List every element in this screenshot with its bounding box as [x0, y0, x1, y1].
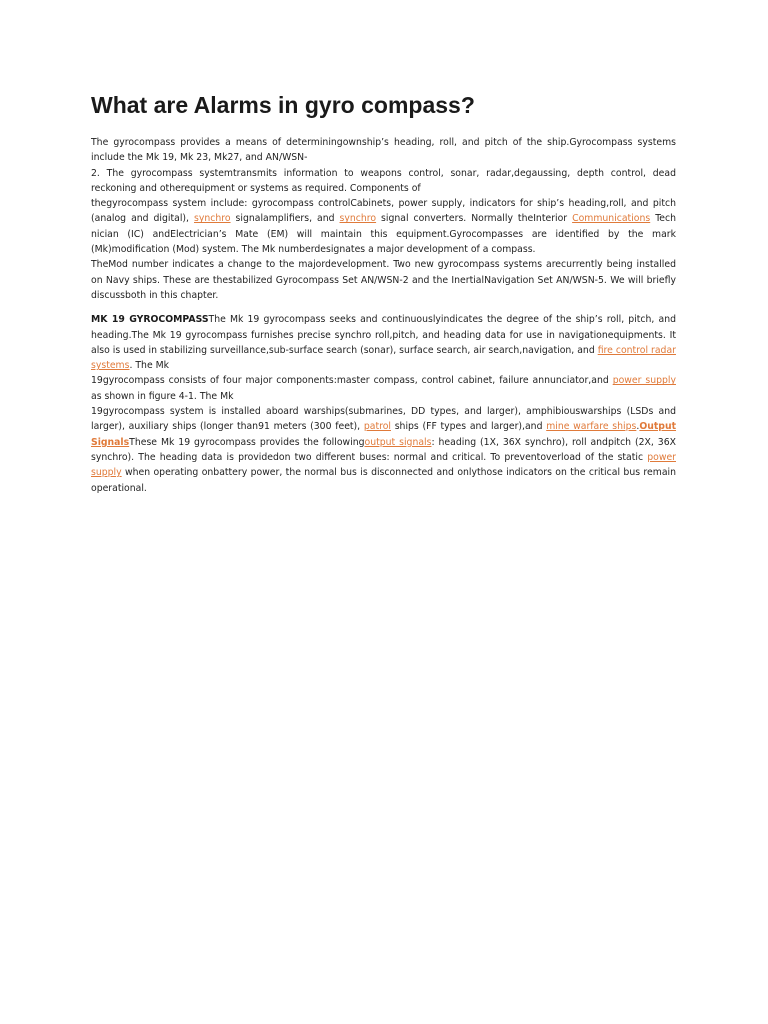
paragraph-intro — [91, 135, 676, 166]
text-segment: 19gyrocompass consists of four major components:master compass, control cabinet, failure annunciator,and — [91, 375, 613, 387]
output-signals-heading-link[interactable]: Output Signals — [91, 421, 677, 448]
text-segment: The gyrocompass provides a means of determiningownship’s heading, roll, and pitch of the ship.Gyrocompass systems include the Mk 19, Mk 23, Mk27, and AN/WSN- — [91, 137, 676, 164]
document-body — [91, 135, 676, 496]
text-segment: TheMod number indicates a change to the majordevelopment. Two new gyrocompass systems arecurrently being installed on Navy ships. These are thestabilized Gyrocompass Set AN/WSN-2 and the InertialNavigation Set AN/WSN-5. We will briefly discussboth in this chapter. — [91, 259, 676, 301]
text-segment: Tech nician (IC) andElectrician’s Mate (EM) will maintain this equipment.Gyrocompasses are identified by the mark (Mk)modification (Mod) system. The Mk numberdesignates a major development of a compass. — [91, 213, 677, 256]
text-segment: The Mk 19 gyrocompass seeks and continuouslyindicates the degree of the ship’s roll, pitch, and heading.The Mk 19 gyrocompass furnishes precise synchro roll,pitch, and heading data for use in navigationequipments. It also is used in stabilizing surveillance,sub-surface search (sonar), surface search, air search,navigation, and — [91, 314, 676, 356]
communications-link[interactable]: Communications — [572, 213, 651, 225]
text-segment: thegyrocompass system include: gyrocompass controlCabinets, power supply, indicators for ship’s heading,roll, and pitch (analog and digital), — [91, 198, 676, 225]
text-segment: 19gyrocompass system is installed aboard warships(submarines, DD types, and larger), amphibiouswarships (LSDs and larger), auxiliary ships (longer than91 meters (300 feet), — [91, 406, 676, 433]
paragraph-mk19-installation — [91, 404, 676, 496]
mine-warfare-ships-link[interactable]: mine warfare ships — [546, 421, 637, 433]
paragraph-mod-number — [91, 257, 676, 303]
power-supply-link[interactable]: power supply — [612, 375, 676, 387]
fire-control-radar-link[interactable]: fire control radar systems — [91, 344, 676, 372]
paragraph-components — [91, 166, 676, 197]
text-segment: signal converters. Normally theInterior — [376, 213, 573, 225]
power-supply-link-2[interactable]: power supply — [91, 451, 676, 479]
text-segment: . The Mk — [129, 360, 170, 372]
text-segment: as shown in figure 4-1. The Mk — [91, 390, 234, 402]
section-heading-mk19: MK 19 GYROCOMPASS — [91, 314, 209, 326]
text-segment: when operating onbattery power, the normal bus is disconnected and onlythose indicators on the critical bus remain operational. — [91, 467, 676, 494]
paragraph-mk19 — [91, 312, 676, 373]
text-segment: 2. The gyrocompass systemtransmits information to weapons control, sonar, radar,degaussing, depth control, dead reckoning and otherequipment or systems as required. Components of — [91, 167, 676, 194]
synchro-link[interactable]: synchro — [194, 213, 231, 225]
synchro-link-2[interactable]: synchro — [339, 213, 377, 225]
paragraph-mk19-components — [91, 373, 676, 404]
text-segment: ships (FF types and larger),and — [391, 421, 547, 433]
paragraph-system-parts — [91, 196, 676, 257]
output-signals-link[interactable]: output signals — [364, 436, 432, 448]
text-segment: : heading (1X, 36X synchro), roll andpitch (2X, 36X synchro). The heading data is providedon two different buses: normal and critical. To preventoverload of the static — [91, 436, 677, 463]
text-segment: signalamplifiers, and — [230, 213, 340, 225]
patrol-link[interactable]: patrol — [363, 421, 391, 433]
page-title: What are Alarms in gyro compass? — [91, 92, 475, 118]
text-segment: These Mk 19 gyrocompass provides the following — [129, 436, 365, 448]
text-segment: . — [636, 421, 640, 433]
